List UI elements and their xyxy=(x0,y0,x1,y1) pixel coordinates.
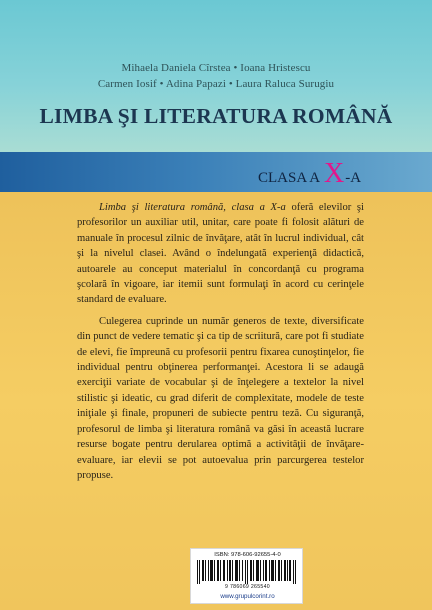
barcode-digits: 9 786069 265540 xyxy=(225,584,270,590)
barcode-bars-icon xyxy=(197,560,298,584)
description-p1-text: oferă elevilor şi profesorilor un auxiliar util, unitar, care poate fi folosit alături de manuale în procesul zilnic de învăţare, atât în lucrul individual, cât şi la nivelul clasei. Având o îndelungată experienţă didactică, autoarele au conceput materialul în concordanţă cu programa şcolară în vigoare, iar itemii sunt formulaţi în acord cu cerinţele standard de evaluare. xyxy=(77,202,364,306)
cover-top-band xyxy=(0,0,432,152)
class-banner xyxy=(0,152,432,192)
authors-line-1: Mihaela Daniela Cîrstea • Ioana Hristescu xyxy=(121,62,311,74)
class-prefix: CLASA A xyxy=(258,170,324,186)
book-title: LIMBA ŞI LITERATURA ROMÂNĂ xyxy=(39,104,393,128)
isbn-text: ISBN: 978-606-92655-4-0 xyxy=(214,552,281,558)
publisher-website: www.grupulcorint.ro xyxy=(220,593,275,600)
authors-line-2: Carmen Iosif • Adina Papazi • Laura Raluca Surugiu xyxy=(97,78,335,90)
description-book-name: Limba şi literatura română, clasa a X-a xyxy=(99,202,286,213)
class-suffix: -A xyxy=(345,170,362,186)
class-label xyxy=(258,158,361,188)
description-paragraph-1 xyxy=(77,200,364,308)
barcode-label xyxy=(190,548,303,604)
description-paragraph-2: Culegerea cuprinde un număr generos de texte, diversificate din punct de vedere tematic şi ca tip de scriitură, care pot fi studiate de elevi, fie împreună cu profesorii pentru fixarea cunoştinţelor, fie individual pentru obţinerea performanţei. Acestora li se adaugă exerciţii variate de vocabular şi de înţelegere a textelor la nivel stilistic şi ideatic, cu grad diferit de complexitate, modele de teste iniţiale şi finale, propuneri de subiecte pentru teză. Cu siguranţă, profesorul de limba şi literatura română va găsi în această lucrare resurse bogate pentru derularea optimă a activităţii de învăţare-evaluare, iar elevii se pot autoevalua prin parcurgerea testelor propuse. xyxy=(77,315,364,481)
class-numeral: X xyxy=(324,158,345,189)
back-cover-description xyxy=(77,200,364,489)
